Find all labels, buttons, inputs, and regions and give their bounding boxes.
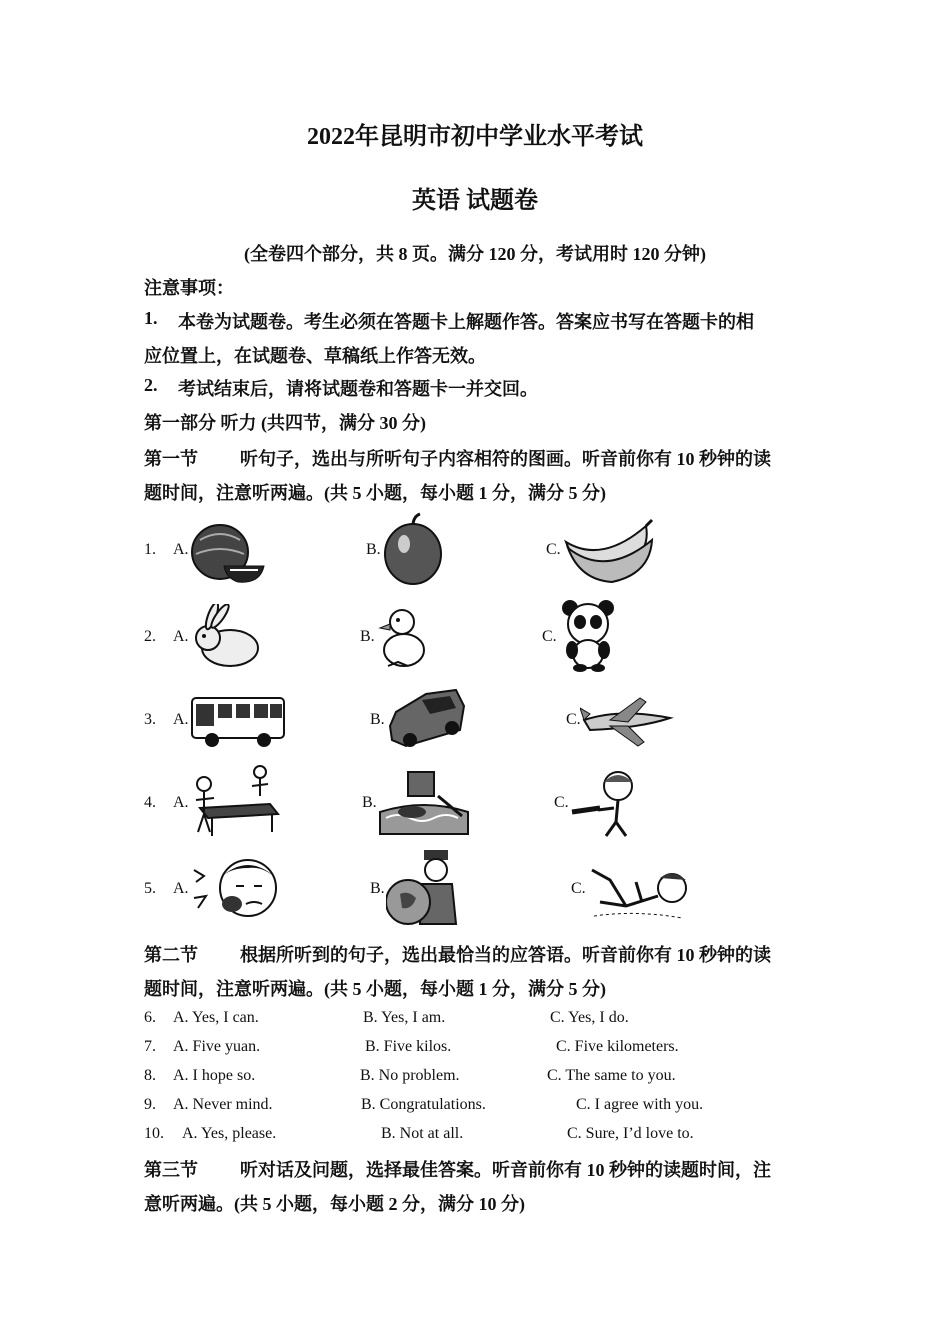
section-3-instruction-line-1: 听对话及问题，选择最佳答案。听音前你有 10 秒钟的读题时间，注 (240, 1160, 771, 1180)
paper-subtitle: 英语 试题卷 (412, 188, 538, 214)
exam-title: 2022年昆明市初中学业水平考试 (307, 124, 643, 150)
paper-info: (全卷四个部分，共 8 页。满分 120 分，考试用时 120 分钟) (244, 244, 706, 264)
option-a: A. Five yuan. (173, 1038, 261, 1055)
option-c-label: C. (542, 628, 557, 645)
option-b: B. Congratulations. (361, 1096, 486, 1113)
option-c: C. Sure, I’d love to. (567, 1125, 694, 1142)
question-number: 8. (144, 1067, 156, 1084)
section-1-instruction-line-1: 听句子，选出与所听句子内容相符的图画。听音前你有 10 秒钟的读 (240, 449, 771, 469)
option-a-label: A. (173, 880, 189, 897)
note-1-number: 1. (144, 308, 158, 328)
rabbit-icon[interactable] (188, 604, 266, 670)
option-a-label: A. (173, 711, 189, 728)
section-3-instruction-line-2: 意听两遍。(共 5 小题，每小题 2 分，满分 10 分) (144, 1194, 525, 1214)
note-2-number: 2. (144, 375, 158, 395)
option-c: C. Five kilometers. (556, 1038, 679, 1055)
notes-heading: 注意事项： (144, 278, 234, 298)
section-1-label: 第一节 (144, 449, 198, 469)
option-a: A. Yes, I can. (173, 1009, 259, 1026)
section-2-instruction-line-1: 根据所听到的句子，选出最恰当的应答语。听音前你有 10 秒钟的读 (240, 945, 771, 965)
option-c-label: C. (571, 880, 586, 897)
section-2-label: 第二节 (144, 945, 198, 965)
option-c-label: C. (566, 711, 581, 728)
option-c: C. The same to you. (547, 1067, 676, 1084)
plane-icon[interactable] (580, 694, 674, 750)
option-b: B. No problem. (360, 1067, 460, 1084)
swimming-icon[interactable] (378, 768, 470, 838)
section-2-instruction-line-2: 题时间，注意听两遍。(共 5 小题，每小题 1 分，满分 5 分) (144, 979, 606, 999)
section-1-instruction-line-2: 题时间，注意听两遍。(共 5 小题，每小题 1 分，满分 5 分) (144, 483, 606, 503)
watermelon-icon[interactable] (188, 520, 268, 584)
question-number: 3. (144, 711, 156, 728)
question-number: 5. (144, 880, 156, 897)
option-a: A. Never mind. (173, 1096, 273, 1113)
note-2-text: 考试结束后，请将试题卷和答题卡一并交回。 (178, 379, 538, 399)
banana-icon[interactable] (562, 518, 656, 584)
option-a-label: A. (173, 541, 189, 558)
question-number: 1. (144, 541, 156, 558)
apple-icon[interactable] (382, 512, 444, 586)
note-1-line-1: 本卷为试题卷。考生必须在答题卡上解题作答。答案应书写在答题卡的相 (178, 312, 754, 332)
question-number: 6. (144, 1009, 156, 1026)
part-1-title: 第一部分 听力 (共四节，满分 30 分) (144, 413, 426, 433)
option-b-label: B. (362, 794, 377, 811)
option-c-label: C. (554, 794, 569, 811)
option-a-label: A. (173, 628, 189, 645)
option-c: C. I agree with you. (576, 1096, 704, 1113)
option-b: B. Five kilos. (365, 1038, 452, 1055)
table-tennis-icon[interactable] (190, 764, 282, 838)
question-number: 9. (144, 1096, 156, 1113)
car-icon[interactable] (386, 686, 466, 752)
section-3-label: 第三节 (144, 1160, 198, 1180)
option-b-label: B. (370, 880, 385, 897)
option-b-label: B. (366, 541, 381, 558)
duck-icon[interactable] (374, 604, 430, 670)
question-number: 2. (144, 628, 156, 645)
option-b: B. Yes, I am. (363, 1009, 446, 1026)
option-a-label: A. (173, 794, 189, 811)
baseball-icon[interactable] (568, 768, 640, 838)
option-c-label: C. (546, 541, 561, 558)
question-number: 7. (144, 1038, 156, 1055)
question-number: 4. (144, 794, 156, 811)
option-b-label: B. (360, 628, 375, 645)
option-c: C. Yes, I do. (550, 1009, 629, 1026)
option-a: A. I hope so. (173, 1067, 256, 1084)
question-number: 10. (144, 1125, 164, 1142)
note-1-line-2: 应位置上，在试题卷、草稿纸上作答无效。 (144, 346, 486, 366)
stomachache-icon[interactable] (386, 850, 470, 926)
bus-icon[interactable] (190, 694, 288, 750)
option-a: A. Yes, please. (182, 1125, 277, 1142)
option-b-label: B. (370, 711, 385, 728)
toothache-icon[interactable] (190, 852, 286, 924)
option-b: B. Not at all. (381, 1125, 464, 1142)
panda-icon[interactable] (558, 598, 618, 672)
fall-icon[interactable] (586, 862, 690, 924)
